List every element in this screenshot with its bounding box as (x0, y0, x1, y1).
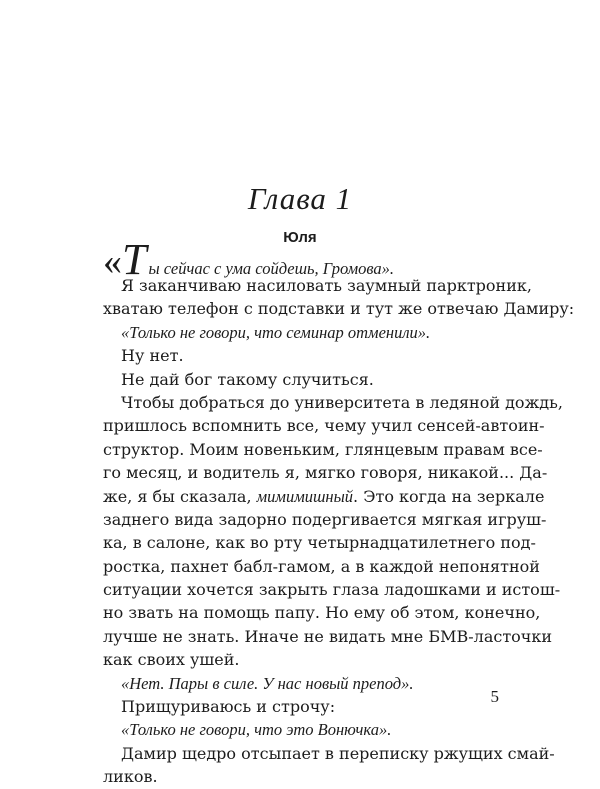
text-line: пришлось вспомнить все, чему учил сенсей-автоин- (103, 416, 545, 436)
text-segment: же, я бы сказала, (103, 486, 252, 506)
text-line: структор. Моим новеньким, глянцевым правам все- (103, 439, 543, 459)
text-line: как своих ушей. (103, 650, 240, 670)
chapter-pov-name: Юля (283, 229, 317, 246)
text-line: заднего вида задорно подергивается мягкая игруш- (103, 509, 547, 529)
page-number: 5 (490, 687, 499, 706)
text-line: ликов. (103, 767, 158, 787)
text-segment: . Это когда на зеркале (353, 486, 545, 506)
text-line: Не дай бог такому случиться. (121, 369, 374, 389)
text-line: Дамир щедро отсыпает в переписку ржущих смай- (121, 743, 555, 763)
text-line: лучше не знать. Иначе не видать мне БМВ-ласточки (103, 626, 553, 646)
italic-word: мимимишный (256, 486, 354, 506)
text-line: «Нет. Пары в силе. У нас новый препод». (121, 673, 414, 693)
text-line: «Только не говори, что семинар отменили». (121, 322, 431, 342)
text-line: го месяц, и водитель я, мягко говоря, никакой... Да- (103, 463, 548, 483)
text-line: ы сейчас с ума сойдешь, Громова». (148, 259, 395, 278)
text-line: но звать на помощь папу. Но ему об этом, конечно, (103, 603, 541, 623)
text-line: ростка, пахнет бабл-гамом, а в каждой непонятной (103, 556, 540, 576)
text-line: хватаю телефон с подставки и тут же отвечаю Дамиру: (103, 299, 575, 319)
text-line: Прищуриваюсь и строчу: (121, 697, 336, 717)
drop-cap-letter: Т (122, 235, 147, 284)
opening-quote-mark: « (103, 241, 122, 283)
text-line: ка, в салоне, как во рту четырнадцатилетнего под- (103, 533, 536, 553)
text-line-mixed (103, 485, 545, 508)
text-line: Я заканчиваю насиловать заумный парктроник, (121, 276, 532, 295)
text-line: Чтобы добраться до университета в ледяной дождь, (121, 392, 563, 412)
text-line: Ну нет. (121, 346, 184, 366)
chapter-title: Глава 1 (247, 181, 353, 216)
text-line: «Только не говори, что это Вонючка». (121, 720, 392, 740)
text-line: ситуации хочется закрыть глаза ладошками и истош- (103, 580, 561, 600)
